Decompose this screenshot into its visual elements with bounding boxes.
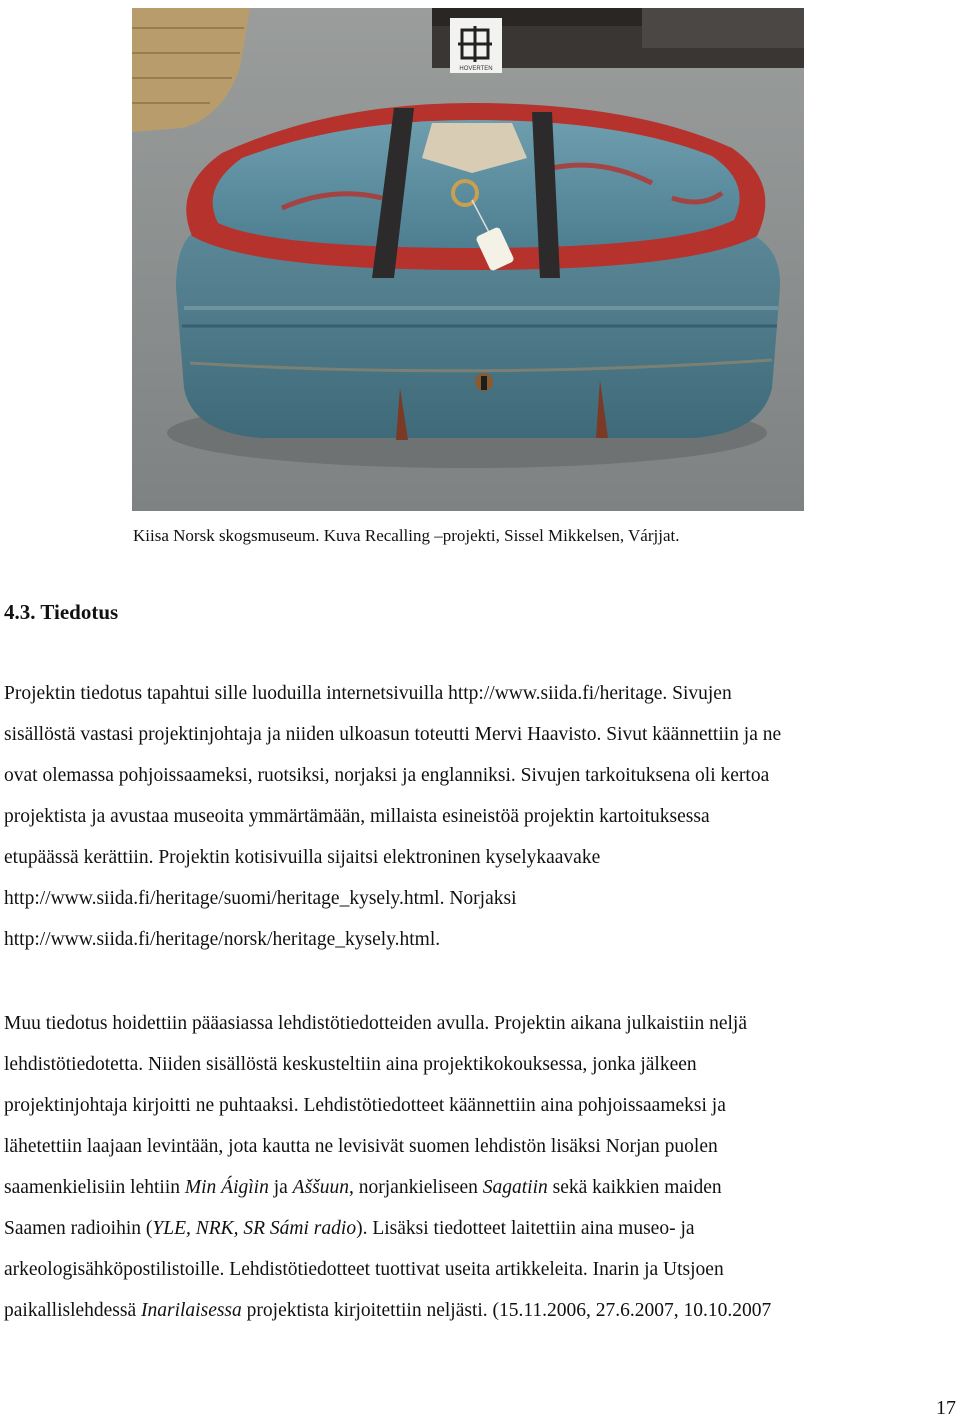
text-line: [4, 1208, 954, 1249]
paragraph-website: [4, 673, 954, 960]
text-run: projektista kirjoitettiin neljästi. (15.11.2006, 27.6.2007, 10.10.2007: [241, 1300, 772, 1321]
newspaper-title: Min Áigìin: [184, 1177, 269, 1198]
text-line: [4, 1167, 954, 1208]
text-line: lähetettiin laajaan levintään, jota kautta ne levisivät suomen lehdistön lisäksi Norjan puolen: [4, 1136, 718, 1157]
paragraph-press-releases: [4, 1003, 954, 1331]
text-run: sekä kaikkien maiden: [547, 1177, 722, 1198]
newspaper-title: Inarilaisessa: [141, 1300, 242, 1321]
page-number: 17: [936, 1397, 956, 1419]
wooden-box-illustration: [132, 8, 804, 511]
text-line: projektinjohtaja kirjoitti ne puhtaaksi. Lehdistötiedotteet käännettiin aina pohjoissaameksi ja: [4, 1095, 726, 1116]
newspaper-title: Sagatiin: [482, 1177, 548, 1198]
text-line: lehdistötiedotetta. Niiden sisällöstä keskusteltiin aina projektikokouksessa, jonka jälkeen: [4, 1054, 697, 1075]
text-line: [4, 1290, 954, 1331]
text-run: Saamen radioihin (: [4, 1218, 153, 1239]
text-line: ovat olemassa pohjoissaameksi, ruotsiksi, norjaksi ja englanniksi. Sivujen tarkoituksena oli kertoa: [4, 765, 770, 786]
newspaper-title: Aššuun: [292, 1177, 350, 1198]
text-line: Muu tiedotus hoidettiin pääasiassa lehdistötiedotteiden avulla. Projektin aikana julkaistiin neljä: [4, 1013, 748, 1034]
text-line: projektista ja avustaa museoita ymmärtämään, millaista esineistöä projektin kartoituksessa: [4, 806, 710, 827]
section-heading: 4.3. Tiedotus: [4, 600, 119, 624]
text-run: saamenkielisiin lehtiin: [4, 1177, 185, 1198]
text-run: ). Lisäksi tiedotteet laitettiin aina museo- ja: [356, 1218, 695, 1239]
svg-text:HOVERTEN: HOVERTEN: [459, 66, 493, 72]
text-line: Projektin tiedotus tapahtui sille luoduilla internetsivuilla http://www.siida.fi/heritage. Sivujen: [4, 683, 732, 704]
museum-box-photo: [132, 8, 804, 511]
text-run: paikallislehdessä: [4, 1300, 142, 1321]
radio-names: YLE, NRK, SR Sámi radio: [152, 1218, 357, 1239]
text-run: ja: [268, 1177, 293, 1198]
text-line: http://www.siida.fi/heritage/suomi/heritage_kysely.html. Norjaksi: [4, 888, 517, 909]
text-run: , norjankieliseen: [349, 1177, 483, 1198]
figure-caption: Kiisa Norsk skogsmuseum. Kuva Recalling –projekti, Sissel Mikkelsen, Várjjat.: [133, 526, 680, 545]
text-line: arkeologisähköpostilistoille. Lehdistötiedotteet tuottivat useita artikkeleita. Inarin ja Utsjoen: [4, 1259, 724, 1280]
text-line: sisällöstä vastasi projektinjohtaja ja niiden ulkoasun toteutti Mervi Haavisto. Sivut käännettiin ja ne: [4, 724, 782, 745]
text-line: http://www.siida.fi/heritage/norsk/heritage_kysely.html.: [4, 929, 441, 950]
text-line: etupäässä kerättiin. Projektin kotisivuilla sijaitsi elektroninen kyselykaavake: [4, 847, 601, 868]
